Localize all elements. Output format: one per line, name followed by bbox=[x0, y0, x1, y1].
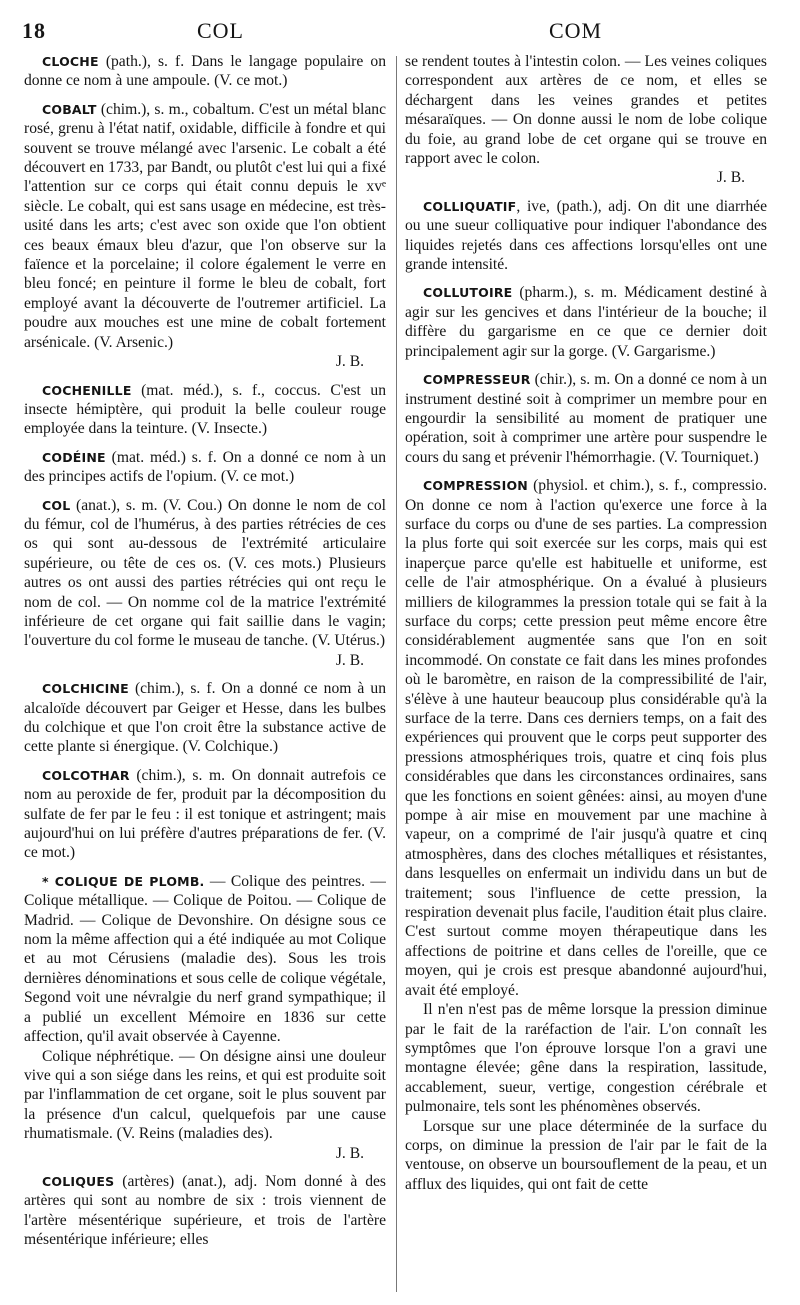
entry-text: Colique néphrétique. — On désigne ainsi une douleur vive qui a son siége dans les reins, et qui est produite soit par l'inflammation de cet organe, soit le plus souvent par la présence d'un calcul, quelquefois par une cause rhumatismale. (V. Reins (maladies des). bbox=[24, 1047, 386, 1143]
entry-headword: COL bbox=[42, 497, 71, 513]
entry-colique-de-plomb bbox=[24, 872, 386, 1047]
author-signature: J. B. bbox=[335, 1144, 364, 1162]
author-signature: J. B. bbox=[716, 169, 745, 187]
entry-text: (pharm.), s. m. Médicament destiné à agir sur les gencives et dans l'intérieur de la bouche; il diffère du gargarisme en ce que ce dernier doit principalement agir sur la gorge. (V. Gargarisme.) bbox=[405, 284, 767, 360]
running-head-right: COM bbox=[549, 18, 603, 43]
running-header bbox=[22, 18, 772, 48]
entry-text: (artères) (anat.), adj. Nom donné à des artères qui sont au nombre de six : trois viennent de l'artère mésentérique supérieure, et trois de l'artère mésentérique inférieure; elles bbox=[24, 1172, 386, 1249]
entry-cloche bbox=[24, 52, 386, 91]
entry-colique-nephretique bbox=[24, 1047, 386, 1163]
entry-headword: COLIQUES bbox=[42, 1173, 115, 1189]
entry-text: — Colique des peintres. — Colique métallique. — Colique de Poitou. — Colique de Madrid. — Colique de Devonshire. On désigne sous ce nom la même affection qui a été indiquée au mot Colique et au mot Cérusiens (maladie des). Sous les trois dernières dénominations et sous celle de colique végétale, Segond voit une névralgie du nerf grand sympathique; il a publié un excellent Mémoire en 1836 sur cette affection, qu'il avait observée à Cayenne. bbox=[24, 872, 386, 1046]
entry-headword: COLLIQUATIF bbox=[423, 198, 517, 214]
entry-coliques-continued bbox=[405, 52, 767, 188]
entry-text: (mat. méd.), s. f., coccus. C'est un insecte hémiptère, qui produit la belle couleur rouge employée dans la teinture. (V. Insecte.) bbox=[24, 381, 386, 438]
paragraph-pression-diminue bbox=[405, 1000, 767, 1116]
entry-headword: COBALT bbox=[42, 101, 97, 117]
author-signature: J. B. bbox=[335, 651, 364, 669]
entry-text: Lorsque sur une place déterminée de la surface du corps, on diminue la pression de l'air par le fait de la ventouse, on observe un boursouflement de la peau, et un afflux des liquides, qui ont fait de cette bbox=[405, 1117, 767, 1193]
entry-headword: CLOCHE bbox=[42, 54, 99, 69]
left-column bbox=[24, 52, 386, 1292]
entry-headword: COLLUTOIRE bbox=[423, 285, 513, 301]
right-column bbox=[405, 52, 767, 1292]
entry-codeine bbox=[24, 448, 386, 487]
entry-text: (path.), s. f. Dans le langage populaire on donne ce nom à une ampoule. (V. ce mot.) bbox=[24, 53, 386, 90]
entry-text: (chim.), s. m., cobaltum. C'est un métal blanc rosé, grenu à l'état natif, oxidable, difficile à fondre et qui souvent se trouve mélangé avec l'arsenic. Le cobalt a été découvert en 1733, par Bandt, ou plutôt c'est lui qui a fixé l'attention sur ce corps qui était connu depuis le xvᵉ siècle. Le cobalt, qui est sans usage en médecine, est très-usité dans les arts; c'est avec son oxide que l'on obtient ces beaux émaux bleu d'azur, que l'on observe sur la faïence et la porcelaine; il colore également le verre en bleu foncé; en peinture il forme le bleu de cobalt, fort employé avant la découverte de l'outremer artificiel. La poudre aux mouches est une mine de cobalt fortement arsénicale. (V. Arsenic.) bbox=[24, 100, 386, 351]
entry-collutoire bbox=[405, 283, 767, 361]
entry-text: (anat.), s. m. (V. Cou.) On donne le nom de col du fémur, col de l'humérus, à des parties rétrécies de ces os qui sont au-dessous de l'extrémité articulaire supérieure, ou tête de ces os. (V. ces mots.) Plusieurs autres os ont aussi des parties rétrécies qui ont reçu le nom de col. — On nomme col de la matrice l'extrémité inférieure de cet organe qui fait saillie dans le vagin; l'ouverture du col forme le museau de tanche. (V. Utérus.) bbox=[24, 496, 386, 650]
entry-headword: CODÉINE bbox=[42, 449, 106, 465]
entry-text: (chim.), s. f. On a donné ce nom à un alcaloïde découvert par Geiger et Hesse, dans les bulbes du colchique et que l'on croit être la substance active de cette plante si énergique. (V. Colchique.) bbox=[24, 680, 386, 756]
entry-text: , ive, (path.), adj. On dit une diarrhée ou une sueur colliquative pour indiquer l'abondance des liquides rejetés dans ces affections lorsqu'elles ont une grande intensité. bbox=[405, 197, 767, 274]
entry-cobalt bbox=[24, 100, 386, 372]
entry-text: Il n'en n'est pas de même lorsque la pression diminue par le fait de la raréfaction de l'air. L'on connaît les symptômes que l'on éprouve lorsque l'on a gravi une montagne élevée; gêne dans la respiration, lassitude, accablement, sueur, vertige, congestion cérébrale et pulmonaire, tels sont les phénomènes observés. bbox=[405, 1001, 767, 1116]
entry-headword: COLCOTHAR bbox=[42, 767, 130, 783]
entry-compresseur bbox=[405, 370, 767, 467]
entry-compression bbox=[405, 476, 767, 1000]
entry-text: se rendent toutes à l'intestin colon. — Les veines coliques correspondent aux artères de ce nom, et elles se déchargent dans les veines grandes et petites mésaraïques. — On donne aussi le nom de lobe colique du foie, au grand lobe de cet organe qui se trouve en rapport avec le colon. bbox=[405, 53, 767, 168]
entry-text: (physiol. et chim.), s. f., compressio. On donne ce nom à l'action qu'exerce une force à la surface du corps ou d'une de ses parties. La compression la plus forte qui soit exercée sur les corps, mais qui est inaperçue parce qu'elle est habituelle et uniforme, est celle de l'air atmosphérique. On a évalué à plusieurs milliers de kilogrammes la pression totale qui se fait à la surface du corps; cette pression peut même encore être considérablement augmentée sans que l'on en soit incommodé. On constate ce fait dans les mines profondes où le baromètre, en raison de la compressibilité de l'air, s'élève à une hauteur beaucoup plus considérable qu'à la surface de la terre. Dans ces derniers temps, on a fait des expériences qui prouvent que le corps peut supporter des pressions atmosphériques trois, quatre et cinq fois plus considérables que dans les circonstances ordinaires, sans que les fonctions en soient gênées: ainsi, au moyen d'une pompe à air mise en mouvement par une machine à vapeur, on a comprimé de l'air jusqu'à quatre et cinq atmosphères, dans des cloches métalliques et résistantes, dans lesquelles on enfermait un individu dans un but de traitement; sous l'influence de cette pression, la respiration devenait plus facile, l'audition était plus claire. C'est surtout comme moyen thérapeutique dans les affections de poitrine et dans celles de l'oreille, que ce moyen, qui je crois est presque abandonné aujourd'hui, avait été employé. bbox=[405, 477, 767, 999]
running-head-left: COL bbox=[197, 18, 244, 43]
entry-headword: COLCHICINE bbox=[42, 681, 129, 697]
column-divider bbox=[396, 56, 397, 1292]
entry-cochenille bbox=[24, 381, 386, 439]
author-signature: J. B. bbox=[335, 353, 364, 371]
entry-headword: COCHENILLE bbox=[42, 382, 132, 398]
paragraph-ventouse bbox=[405, 1117, 767, 1195]
entry-headword: * COLIQUE DE PLOMB. bbox=[42, 873, 205, 889]
entry-coliques bbox=[24, 1172, 386, 1250]
entry-headword: COMPRESSION bbox=[423, 478, 528, 494]
entry-colcothar bbox=[24, 766, 386, 863]
entry-col bbox=[24, 496, 386, 671]
entry-colchicine bbox=[24, 679, 386, 757]
page-number: 18 bbox=[22, 18, 46, 43]
entry-colliquatif bbox=[405, 197, 767, 275]
entry-text: (chim.), s. m. On donnait autrefois ce nom au peroxide de fer, produit par la décomposition du sulfate de fer par le feu : il est tonique et astringent; mais aujourd'hui on lui préfère d'autres préparations de fer. (V. ce mot.) bbox=[24, 766, 386, 862]
entry-text: (chir.), s. m. On a donné ce nom à un instrument destiné soit à comprimer un membre pour en engourdir la sensibilité au moment de pratiquer une opération, soit à comprimer une artère pour suspendre le cours du sang et prévenir l'hémorrhagie. (V. Tourniquet.) bbox=[405, 371, 767, 466]
entry-headword: COMPRESSEUR bbox=[423, 372, 531, 388]
entry-text: (mat. méd.) s. f. On a donné ce nom à un des principes actifs de l'opium. (V. ce mot.) bbox=[24, 448, 386, 486]
